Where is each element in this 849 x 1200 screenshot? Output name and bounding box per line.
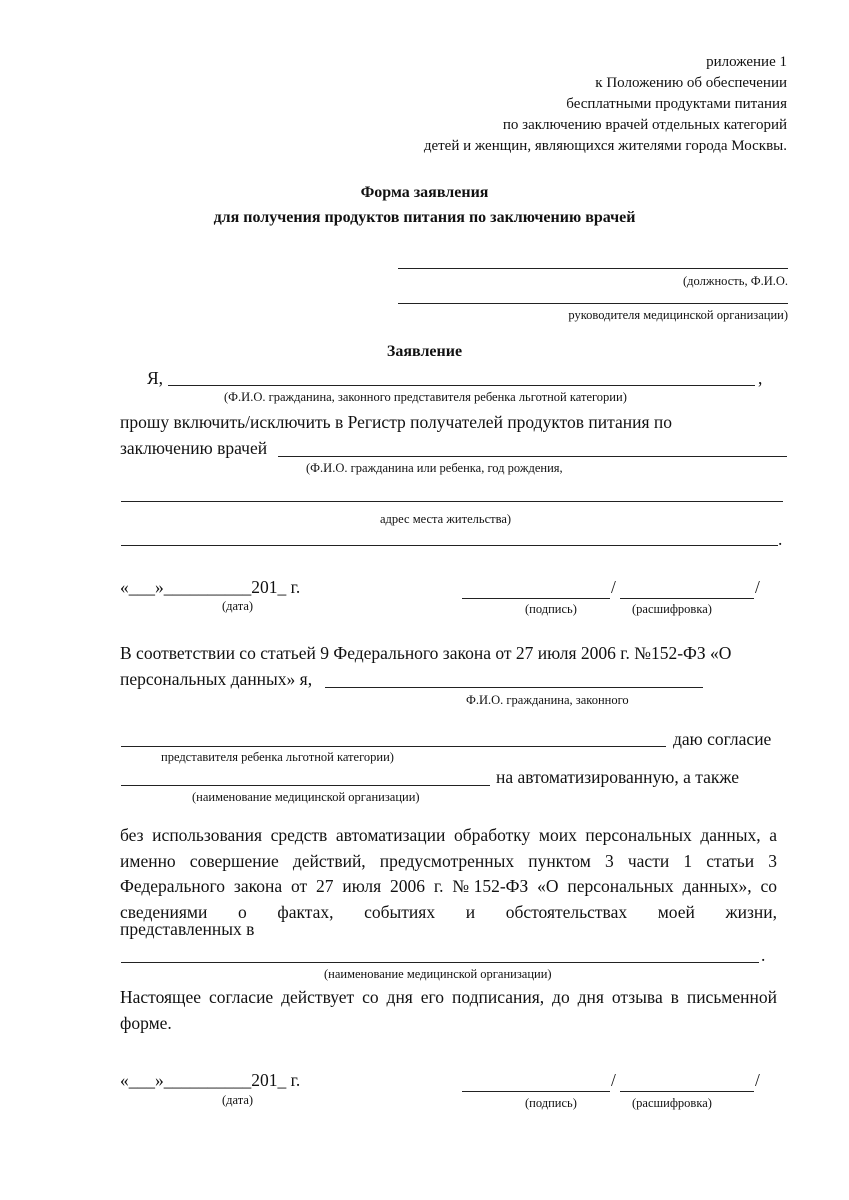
header-line: к Положению об обеспечении [595, 75, 787, 91]
address-caption: адрес места жительства) [380, 512, 512, 526]
applicant-name-field[interactable] [168, 385, 755, 386]
addressee-caption-2: руководителя медицинской организации) [568, 308, 788, 322]
agree-text: даю согласие [673, 729, 772, 749]
signature-field-2[interactable] [462, 1091, 610, 1092]
request-line: прошу включить/исключить в Регистр получателей продуктов питания по [120, 412, 673, 432]
addressee-line-2[interactable] [398, 303, 788, 304]
period: . [761, 945, 766, 965]
paragraph-line: без использования средств автоматизации обработку моих персональных данных, а [120, 825, 777, 845]
automated-text: на автоматизированную, а также [496, 767, 740, 787]
appendix-header [424, 52, 787, 157]
ya-label: Я, [147, 368, 164, 388]
doctors-conclusion-label: заключению врачей [120, 438, 268, 458]
applicant-caption: (Ф.И.О. гражданина, законного представителя ребенка льготной категории) [224, 390, 627, 404]
transcript-field[interactable] [620, 598, 754, 599]
form-title-line1: Форма заявления [360, 184, 489, 201]
slash: / [611, 1070, 616, 1090]
statement-heading: Заявление [386, 343, 463, 360]
consent-intro-line2: персональных данных» я, [120, 669, 313, 689]
paragraph-line: сведениями о фактах, событиях и обстоятельствах моей жизни, [120, 902, 777, 922]
header-line: детей и женщин, являющихся жителями города Москвы. [423, 138, 787, 154]
comma: , [758, 368, 763, 388]
validity-line1: Настоящее согласие действует со дня его подписания, до дня отзыва в письменной [120, 987, 777, 1007]
child-caption: (Ф.И.О. гражданина или ребенка, год рождения, [306, 461, 563, 475]
header-line: по заключению врачей отдельных категорий [502, 117, 787, 133]
header-line: риложение 1 [706, 54, 787, 70]
form-title-line2: для получения продуктов питания по заключению врачей [213, 209, 636, 226]
presented-in-text: представленных в [120, 919, 255, 939]
consent-name-field[interactable] [325, 687, 703, 688]
address-field-1[interactable] [121, 501, 783, 502]
validity-line2: форме. [120, 1013, 172, 1033]
addressee-caption-1: (должность, Ф.И.О. [683, 274, 788, 288]
date-field[interactable]: «___»__________201_ г. [120, 577, 301, 597]
signature-caption: (подпись) [525, 602, 577, 616]
date-caption: (дата) [222, 599, 254, 613]
transcript-field-2[interactable] [620, 1091, 754, 1092]
signature-caption-2: (подпись) [525, 1096, 577, 1110]
representative-field[interactable] [121, 746, 666, 747]
slash: / [755, 1070, 760, 1090]
child-name-field[interactable] [278, 456, 787, 457]
period: . [778, 529, 783, 549]
address-field-2[interactable] [121, 545, 778, 546]
med-org-field-2[interactable] [121, 962, 759, 963]
consent-intro-line1: В соответствии со статьей 9 Федерального закона от 27 июля 2006 г. №152-ФЗ «О [120, 643, 732, 663]
transcript-caption: (расшифровка) [632, 602, 712, 616]
paragraph-line: Федерального закона от 27 июля 2006 г. №152-ФЗ «О персональных данных», со [120, 876, 777, 896]
addressee-line-1[interactable] [398, 268, 788, 269]
signature-field[interactable] [462, 598, 610, 599]
med-org-caption-2: (наименование медицинской организации) [324, 967, 552, 981]
med-org-field[interactable] [121, 785, 490, 786]
med-org-caption: (наименование медицинской организации) [192, 790, 420, 804]
consent-name-caption: Ф.И.О. гражданина, законного [466, 693, 629, 707]
date-field-2[interactable]: «___»__________201_ г. [120, 1070, 301, 1090]
representative-caption: представителя ребенка льготной категории) [161, 750, 394, 764]
date-caption-2: (дата) [222, 1093, 254, 1107]
transcript-caption-2: (расшифровка) [632, 1096, 712, 1110]
paragraph-line: именно совершение действий, предусмотренных пунктом 3 части 1 статьи 3 [120, 851, 777, 871]
slash: / [755, 577, 760, 597]
slash: / [611, 577, 616, 597]
header-line: бесплатными продуктами питания [566, 96, 787, 112]
